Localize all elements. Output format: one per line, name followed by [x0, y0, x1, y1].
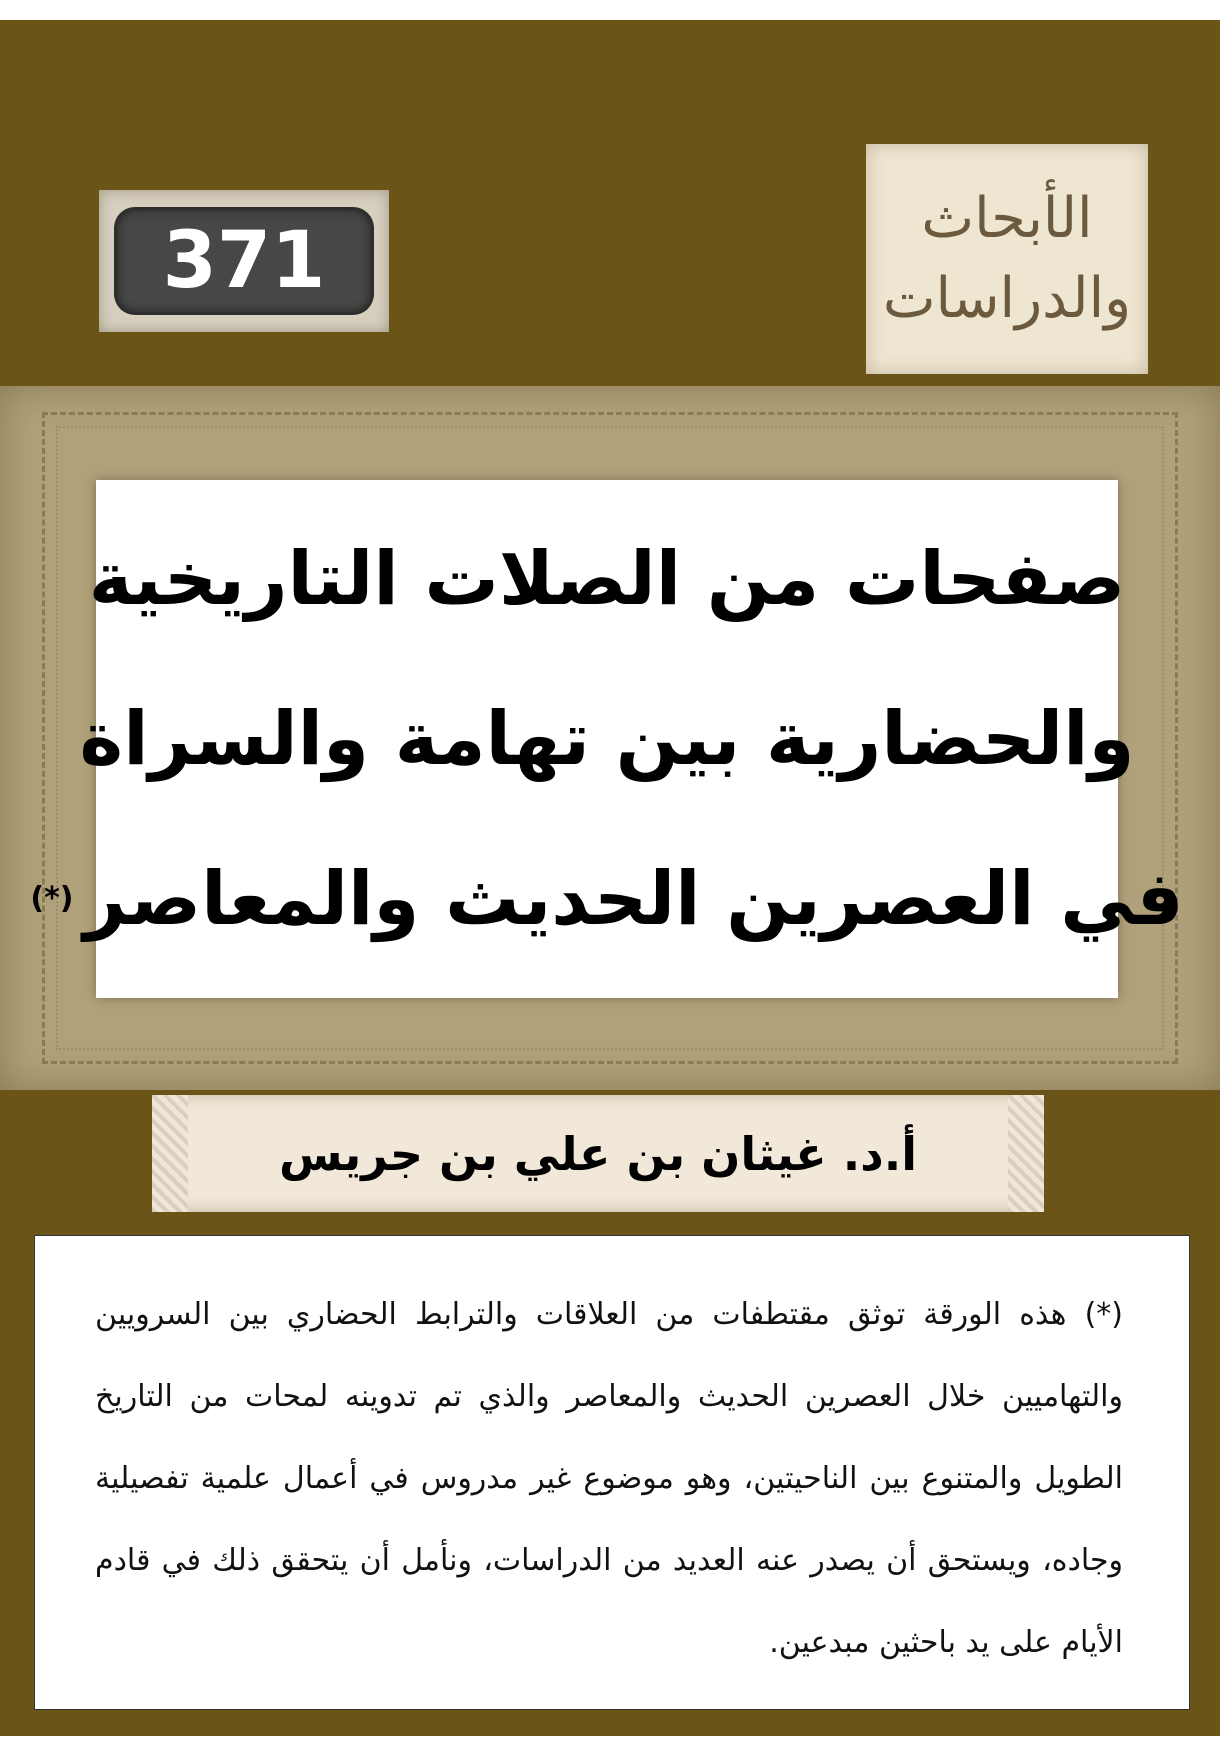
series-logo-line1: الأبحاث: [921, 186, 1093, 251]
title-footnote-marker: (*): [30, 881, 74, 916]
footnote-box: [34, 1235, 1190, 1710]
title-line-3-text: في العصرين الحديث والمعاصر: [83, 856, 1184, 942]
author-name: أ.د. غيثان بن علي بن جريس: [278, 1126, 918, 1181]
series-logo: [866, 144, 1148, 374]
title-box: [30, 480, 1184, 998]
title-line-3: [30, 819, 1183, 979]
issue-number-plate: [99, 190, 389, 332]
issue-number: 371: [162, 216, 326, 306]
cover-background: [0, 20, 1220, 1736]
author-band: [152, 1095, 1044, 1212]
footnote-text: (*) هذه الورقة توثق مقتطفات من العلاقات والترابط الحضاري بين السرويين والتهاميين خلال العصرين الحديث والمعاصر والذي تم تدوينه لمحات من التاريخ الطويل والمتنوع بين الناحيتين، وهو موضوع غير مدروس في أعمال علمية تفصيلية وجاده، ويستحق أن يصدر عنه العديد من الدراسات، ونأمل أن يتحقق ذلك في قادم الأيام على يد باحثين مبدعين.: [95, 1297, 1123, 1660]
title-line-2: والحضارية بين تهامة والسراة: [79, 696, 1135, 782]
title-frame: [0, 386, 1220, 1090]
series-logo-line2: والدراسات: [882, 266, 1132, 331]
title-line-1: صفحات من الصلات التاريخية: [88, 536, 1126, 622]
issue-number-badge: [117, 210, 371, 312]
